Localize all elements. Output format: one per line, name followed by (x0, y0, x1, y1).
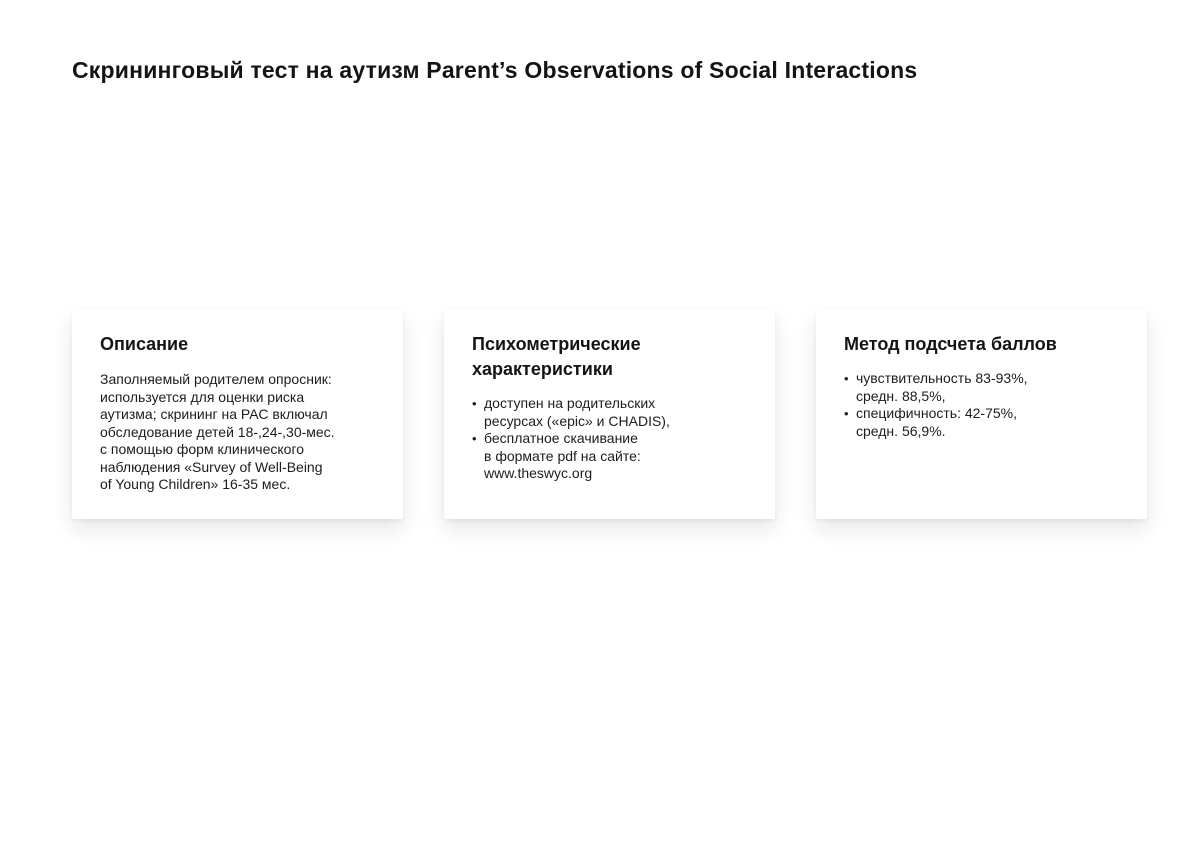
bullet-item: • бесплатное скачивание в формате pdf на сайте: www.theswyc.org (472, 430, 748, 483)
card-scoring-title: Метод подсчета баллов (844, 334, 1057, 354)
cards-row (72, 310, 1147, 519)
card-scoring-list (844, 370, 1120, 440)
bullet-item: • чувствительность 83-93%, средн. 88,5%, (844, 370, 1120, 405)
card-psychometrics (444, 310, 775, 519)
page-title: Скрининговый тест на аутизм Parent’s Observations of Social Interactions (72, 57, 918, 83)
card-description (72, 310, 403, 519)
card-scoring (816, 310, 1147, 519)
card-psychometrics-list (472, 395, 748, 483)
bullet-item: • специфичность: 42-75%, средн. 56,9%. (844, 405, 1120, 440)
card-psychometrics-title: Психометрические характеристики (472, 334, 641, 379)
card-description-title: Описание (100, 334, 189, 354)
bullet-item: • доступен на родительских ресурсах («epic» и CHADIS), (472, 395, 748, 430)
card-description-body: Заполняемый родителем опросник: используется для оценки риска аутизма; скрининг на РАС включал обследование детей 18-,24-,30-мес. с помощью форм клинического наблюдения «Survey of Well-Being of Young Children» 16-35 мес. (100, 371, 335, 492)
